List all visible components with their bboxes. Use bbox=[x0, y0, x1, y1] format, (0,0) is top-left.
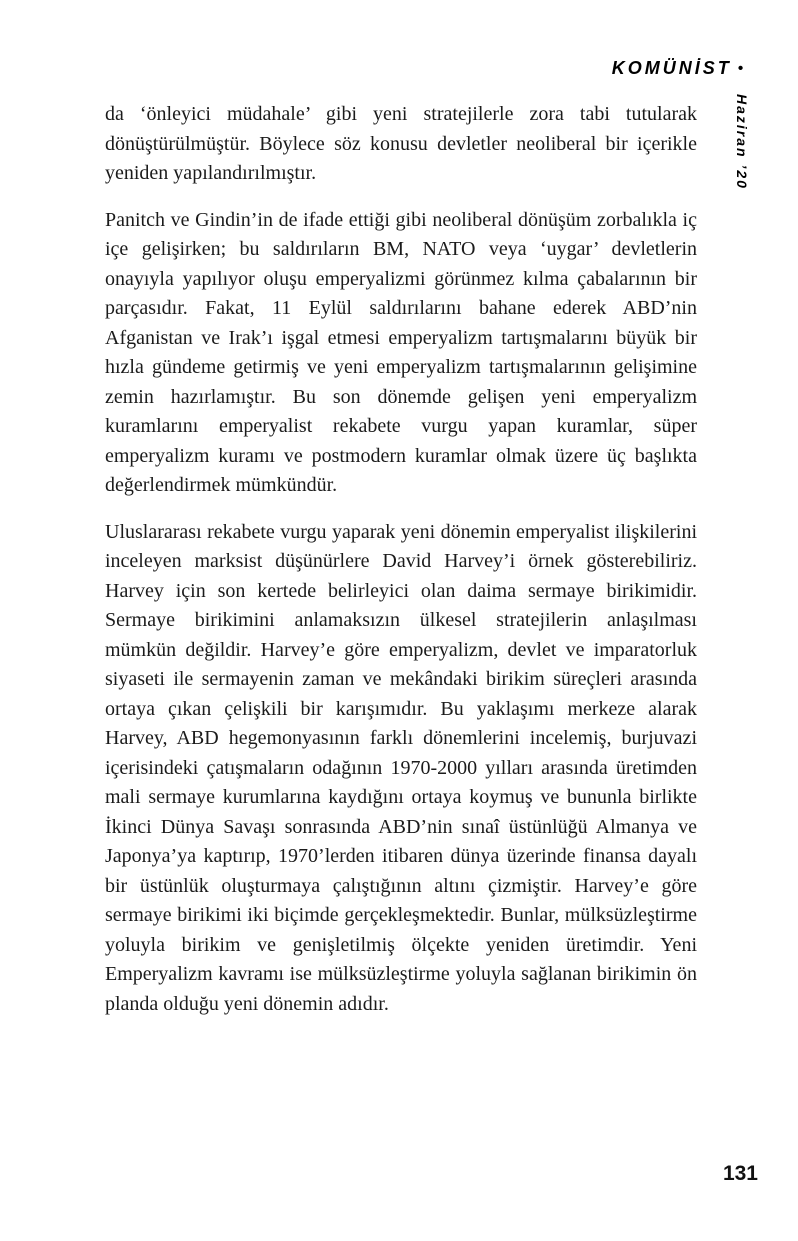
paragraph-3: Uluslararası rekabete vurgu yaparak yeni dönemin emperyalist ilişkilerini inceleyen marksist düşünürlere David Harvey’i örnek gösterebiliriz. Harvey için son kertede belirleyici olan daima sermaye birikimidir. Sermaye birikimini anlamaksızın ülkesel stratejilerin anlaşılması mümkün değildir. Harvey’e göre emperyalizm, devlet ve imparatorluk siyaseti ile sermayenin zaman ve mekândaki birikim süreçleri arasında ortaya çıkan çelişkili bir karışımıdır. Bu yaklaşımı merkeze alarak Harvey, ABD hegemonyasının farklı dönemlerini incelemiş, burjuvazi içerisindeki çatışmaların odağının 1970-2000 yılları arasında üretimden mali sermaye kurumlarına kaydığını ortaya koymuş ve bununla birlikte İkinci Dünya Savaşı sonrasında ABD’nin sınaî üstünlüğü Almanya ve Japonya’ya kaptırıp, 1970’lerden itibaren dünya üzerinde finansa dayalı bir üstünlük oluşturmaya çalıştığının altını çizmiştir. Harvey’e göre sermaye birikimi iki biçimde gerçekleşmektedir. Bunlar, mülksüzleştirme yoluyla birikim ve genişletilmiş ölçekte yeniden üretimdir. Yeni Emperyalizm kavramı ise mülksüzleştirme yoluyla sağlanan birikimin ön planda olduğu yeni dönemin adıdır. bbox=[105, 520, 697, 1015]
journal-title: KOMÜNİST bbox=[611, 58, 732, 78]
page-body bbox=[105, 100, 697, 1019]
page-header bbox=[612, 58, 743, 79]
issue-date-vertical: Haziran ’20 bbox=[734, 94, 750, 190]
page-number: 131 bbox=[722, 1162, 758, 1185]
paragraph-1: da ‘önleyici müdahale’ gibi yeni stratejilerle zora tabi tutularak dönüştürülmüştür. Böylece söz konusu devletler neoliberal bir içerikle yeniden yapılandırılmıştır. bbox=[105, 103, 697, 184]
paragraph-2: Panitch ve Gindin’in de ifade ettiği gibi neoliberal dönüşüm zorbalıkla iç içe gelişirken; bu saldırıların BM, NATO veya ‘uygar’ devletlerin onayıyla yapılıyor oluşu emperyalizmi görünmez kılma çabalarının bir parçasıdır. Fakat, 11 Eylül saldırılarını bahane ederek ABD’nin Afganistan ve Irak’ı işgal etmesi emperyalizm tartışmalarını büyük bir hızla gündeme getirmiş ve yeni emperyalizm tartışmalarının gelişimine zemin hazırlamıştır. Bu son dönemde gelişen yeni emperyalizm kuramlarını emperyalist rekabete vurgu yapan kuramlar, süper emperyalizm kuramı ve postmodern kuramlar olmak üzere üç başlıkta değerlendirmek mümkündür. bbox=[105, 208, 697, 496]
header-bullet: • bbox=[737, 60, 743, 77]
